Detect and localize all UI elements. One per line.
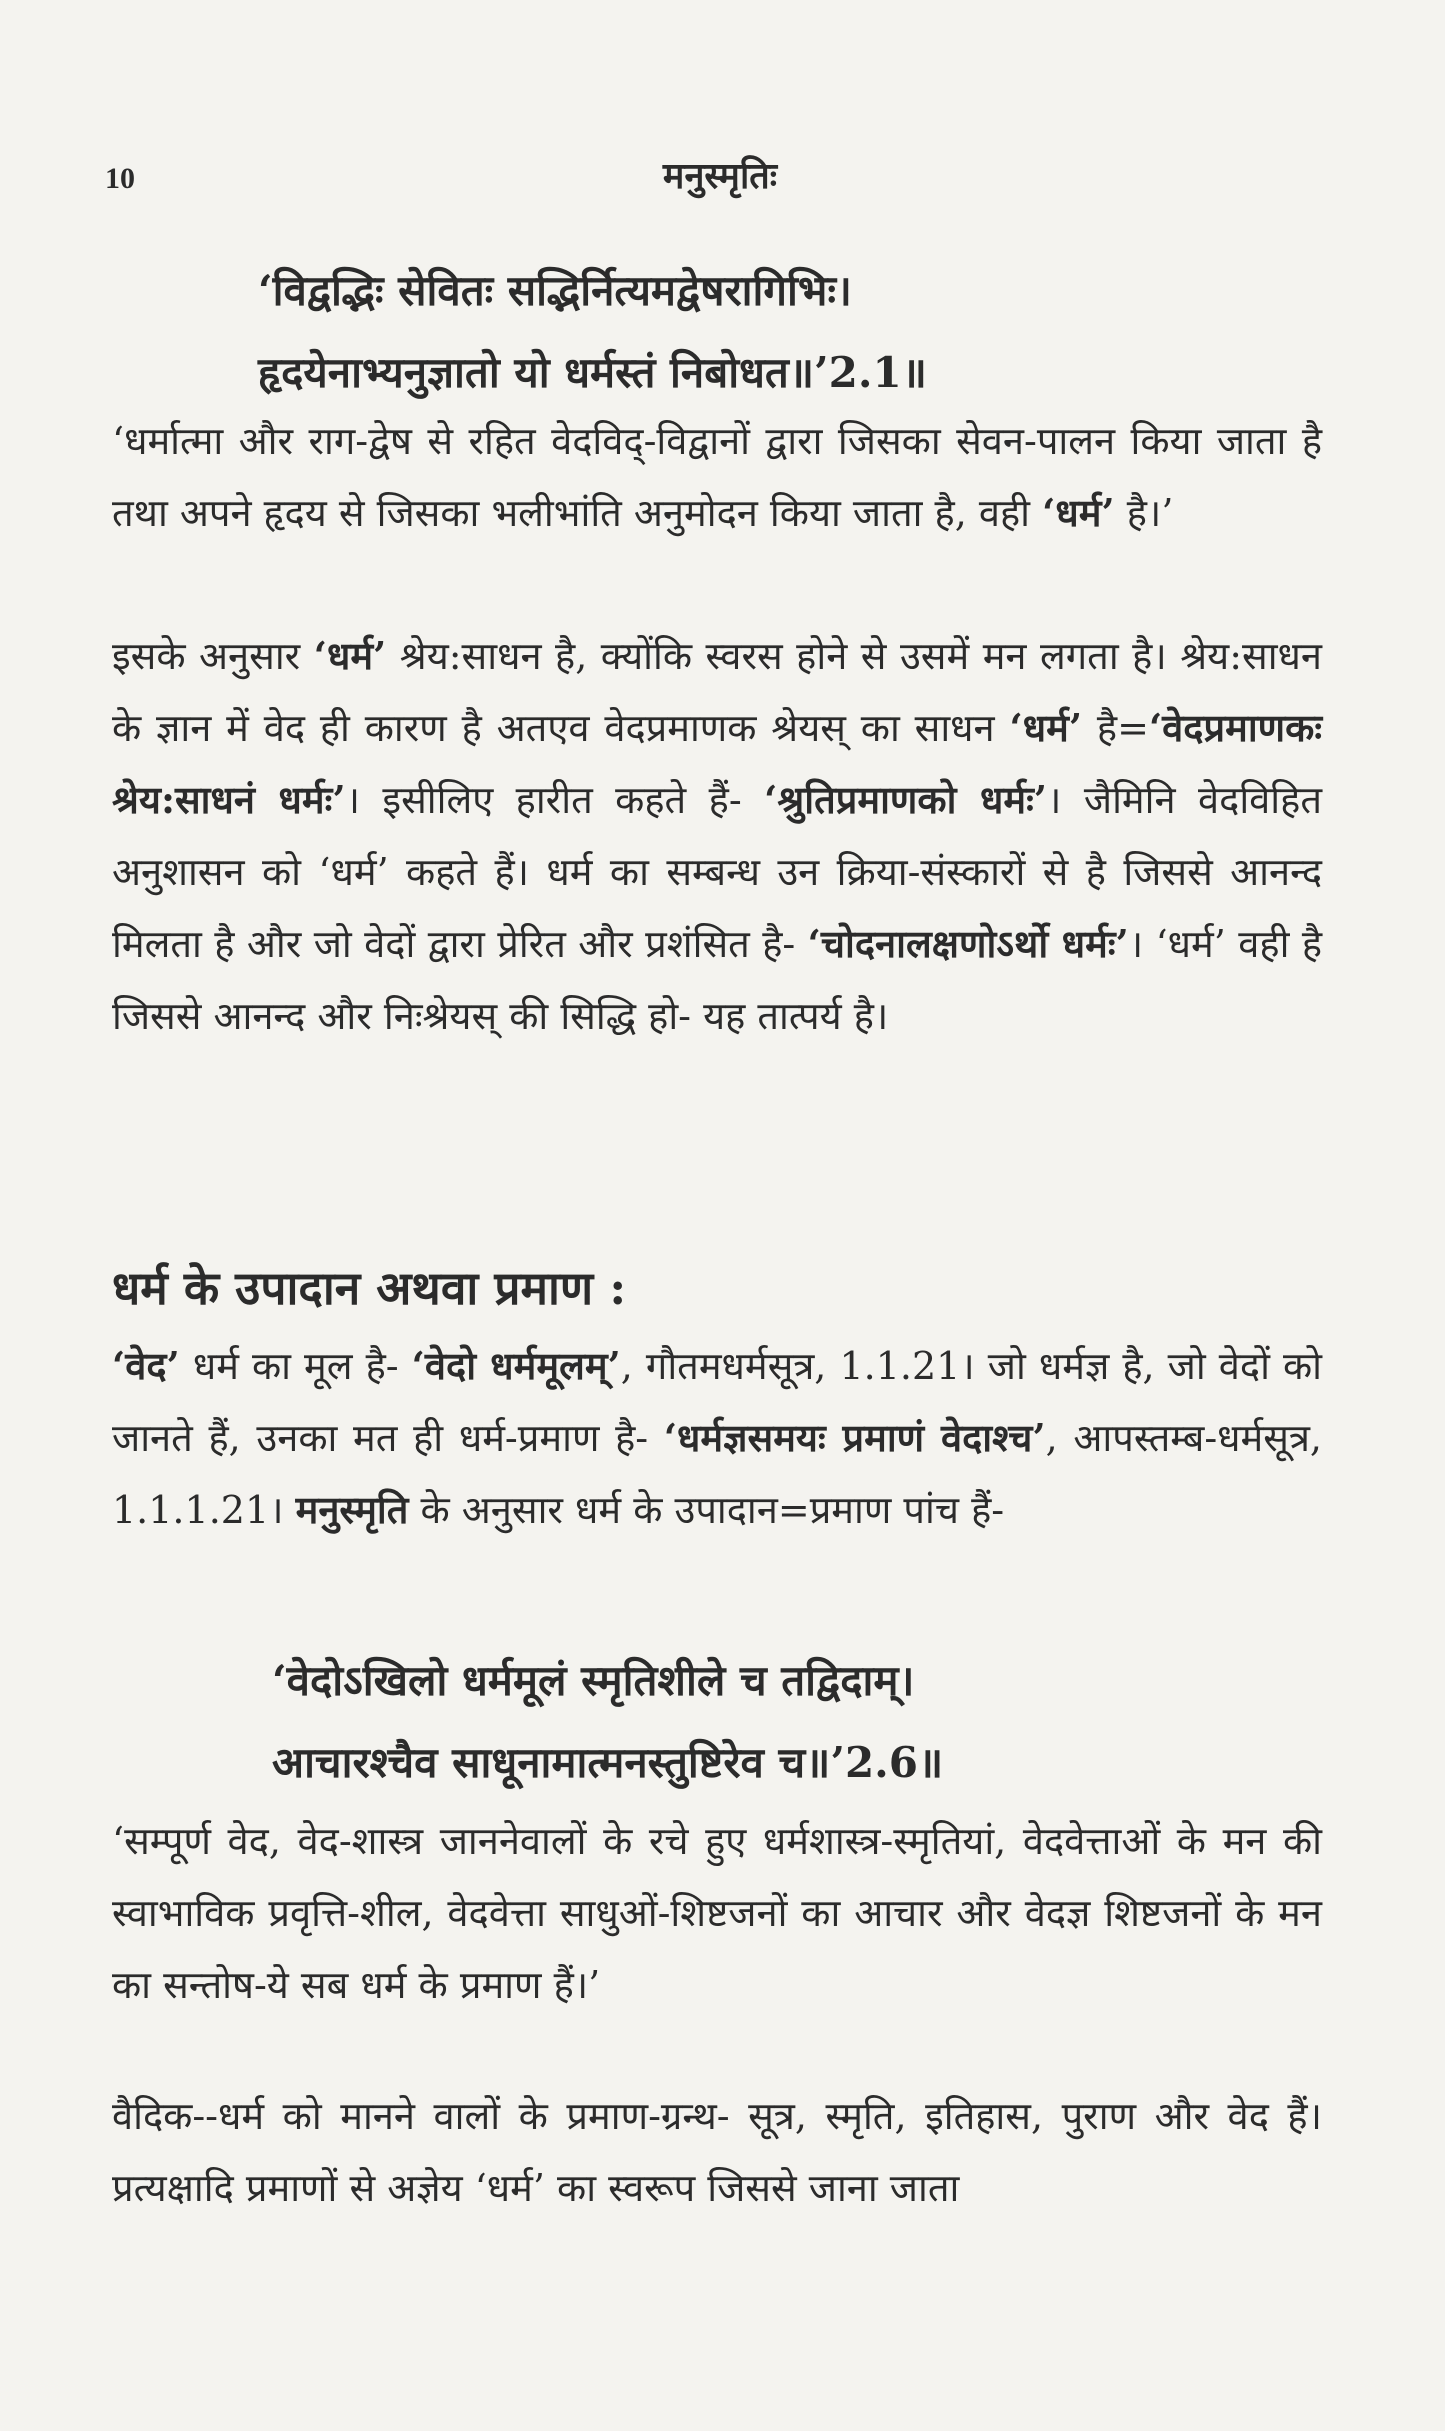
section-heading: धर्म के उपादान अथवा प्रमाण : [112,1261,627,1315]
verse-line: हृदयेनाभ्यनुज्ञातो यो धर्मस्तं निबोधत॥’2.1॥ [258,348,927,397]
emphasis: मनुस्मृति [295,1487,409,1532]
paragraph-verse-meaning: ‘धर्मात्मा और राग-द्वेष से रहित वेदविद्-विद्वानों द्वारा जिसका सेवन-पालन किया जाता है तथा अपने हृदय से जिसका भलीभांति अनुमोदन किया जाता है, वही ‘धर्म’ है।’ [112,419,1322,535]
emphasis: ‘वेदप्रमाणकः श्रेय:साधनं धर्मः’ [112,705,1322,822]
verse-line: ‘वेदोऽखिलो धर्ममूलं स्मृतिशीले च तद्विदाम्। [272,1656,915,1705]
verse-line: आचारश्चैव साधूनामात्मनस्तुष्टिरेव च॥’2.6॥ [272,1738,944,1787]
paragraph-verse-2-6-meaning: ‘सम्पूर्ण वेद, वेद-शास्त्र जाननेवालों के रचे हुए धर्मशास्त्र-स्मृतियां, वेदवेत्ताओं के मन की स्वाभाविक प्रवृत्ति-शील, वेदवेत्ता साधुओं-शिष्टजनों का आचार और वेदज्ञ शिष्टजनों के मन का सन्तोष-ये सब धर्म के प्रमाण हैं।’ [112,1819,1322,2007]
paragraph-vedic-texts: वैदिक--धर्म को मानने वालों के प्रमाण-ग्रन्थ- सूत्र, स्मृति, इतिहास, पुराण और वेद हैं। प्रत्यक्षादि प्रमाणों से अज्ञेय ‘धर्म’ का स्वरूप जिससे जाना जाता [112,2094,1322,2210]
emphasis: ‘धर्म’ [1009,705,1083,750]
paragraph-dharma-definition: इसके अनुसार ‘धर्म’ श्रेय:साधन है, क्योंकि स्वरस होने से उसमें मन लगता है। श्रेय:साधन के ज्ञान में वेद ही कारण है अतएव वेदप्रमाणक श्रेयस् का साधन ‘धर्म’ है=‘वेदप्रमाणकः श्रेय:साधनं धर्मः’। इसीलिए हारीत कहते हैं- ‘श्रुतिप्रमाणको धर्मः’। जैमिनि वेदविहित अनुशासन को ‘धर्म’ कहते हैं। धर्म का सम्बन्ध उन क्रिया-संस्कारों से है जिससे आनन्द मिलता है और जो वेदों द्वारा प्रेरित और प्रशंसित है- ‘चोदनालक्षणोऽर्थो धर्मः’। ‘धर्म’ वही है जिससे आनन्द और निःश्रेयस् की सिद्धि हो- यह तात्पर्य है। [112,633,1323,1038]
emphasis: ‘वेदो धर्ममूलम्’ [411,1343,621,1388]
emphasis: ‘धर्मज्ञसमयः प्रमाणं वेदाश्च’ [663,1415,1046,1460]
paragraph-sources: ‘वेद’ धर्म का मूल है- ‘वेदो धर्ममूलम्’, गौतमधर्मसूत्र, 1.1.21। जो धर्मज्ञ है, जो वेदों को जानते हैं, उनका मत ही धर्म-प्रमाण है- ‘धर्मज्ञसमयः प्रमाणं वेदाश्च’, आपस्तम्ब-धर्मसूत्र, 1.1.1.21। मनुस्मृति के अनुसार धर्म के उपादान=प्रमाण पांच हैं- [112,1343,1322,1532]
emphasis: ‘वेद’ [112,1343,180,1388]
page-header [105,150,1335,210]
emphasis: ‘धर्म’ [1042,490,1115,535]
emphasis: ‘धर्म’ [313,633,387,678]
verse-2-6 [272,1640,1322,1804]
verse-2-1 [258,250,1318,414]
emphasis: ‘चोदनालक्षणोऽर्थो धर्मः’ [807,921,1129,966]
page-number: 10 [105,162,135,195]
verse-line: ‘विद्वद्भिः सेवितः सद्भिर्नित्यमद्वेषरागिभिः। [258,266,852,315]
running-title: मनुस्मृतिः [662,155,778,197]
emphasis: ‘श्रुतिप्रमाणको धर्मः’ [764,777,1048,822]
